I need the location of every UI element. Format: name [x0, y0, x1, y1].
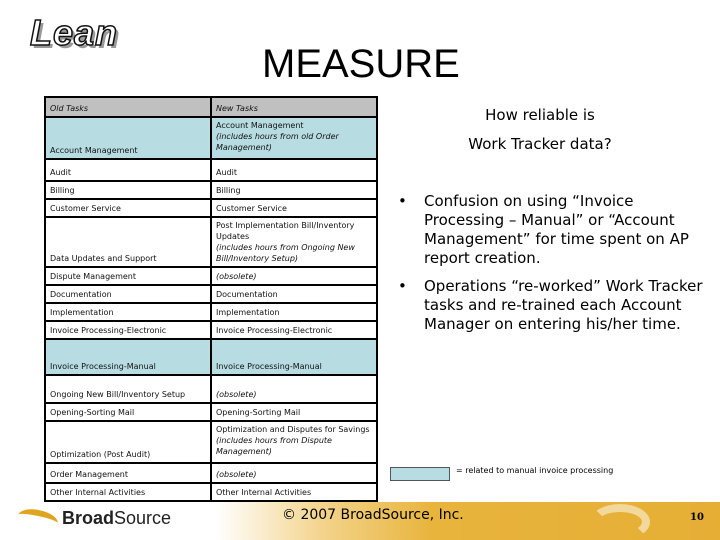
new-task-label: (obsolete)	[216, 390, 257, 399]
old-task-cell: Ongoing New Bill/Inventory Setup	[45, 375, 211, 403]
question-line-1: How reliable is	[485, 106, 595, 124]
new-task-cell	[211, 181, 377, 199]
table-row	[45, 483, 377, 501]
lean-logo: Lean	[30, 12, 119, 53]
table-row	[45, 217, 377, 267]
new-task-label: Opening-Sorting Mail	[216, 408, 301, 417]
new-task-label: (obsolete)	[216, 272, 257, 281]
new-task-cell	[211, 303, 377, 321]
table-row	[45, 403, 377, 421]
new-task-label: Invoice Processing-Electronic	[216, 326, 333, 335]
old-task-cell: Customer Service	[45, 199, 211, 217]
new-task-label: Account Management	[216, 121, 304, 130]
swoosh-icon	[17, 506, 60, 532]
task-mapping-table	[44, 96, 378, 502]
old-task-cell: Invoice Processing-Manual	[45, 339, 211, 375]
new-task-cell	[211, 199, 377, 217]
new-task-cell	[211, 285, 377, 303]
copyright: © 2007 BroadSource, Inc.	[282, 507, 464, 523]
new-task-label: Documentation	[216, 290, 278, 299]
question-line-2: Work Tracker data?	[468, 135, 612, 153]
new-task-label: Optimization and Disputes for Savings	[216, 425, 370, 434]
table-row	[45, 285, 377, 303]
table-row	[45, 339, 377, 375]
old-task-cell: Opening-Sorting Mail	[45, 403, 211, 421]
table-row	[45, 375, 377, 403]
new-task-cell	[211, 483, 377, 501]
new-task-cell	[211, 117, 377, 159]
old-task-cell: Invoice Processing-Electronic	[45, 321, 211, 339]
old-task-cell: Audit	[45, 159, 211, 181]
new-task-cell	[211, 375, 377, 403]
new-task-cell	[211, 217, 377, 267]
table-row	[45, 321, 377, 339]
new-task-note: (includes hours from Dispute Management)	[216, 436, 332, 456]
bullet-item: • Operations “re-worked” Work Tracker tasks and re-trained each Account Manager on entering his/her time.	[396, 277, 706, 334]
old-task-cell: Other Internal Activities	[45, 483, 211, 501]
old-task-cell: Optimization (Post Audit)	[45, 421, 211, 463]
legend-swatch	[390, 467, 450, 481]
new-task-label: Post Implementation Bill/Inventory Updates	[216, 221, 355, 241]
table-header-row	[45, 97, 377, 117]
header-new-tasks: New Tasks	[211, 97, 377, 117]
old-task-cell: Dispute Management	[45, 267, 211, 285]
table-row	[45, 181, 377, 199]
new-task-cell	[211, 339, 377, 375]
slide-title: MEASURE	[262, 42, 460, 86]
old-task-cell: Order Management	[45, 463, 211, 483]
new-task-cell	[211, 159, 377, 181]
new-task-label: Billing	[216, 186, 241, 195]
new-task-cell	[211, 421, 377, 463]
header-old-tasks: Old Tasks	[45, 97, 211, 117]
new-task-label: Customer Service	[216, 204, 287, 213]
new-task-label: (obsolete)	[216, 470, 257, 479]
new-task-label: Audit	[216, 168, 237, 177]
bullet-list	[396, 192, 706, 343]
new-task-note: (includes hours from old Order Management)	[216, 132, 339, 152]
new-task-label: Invoice Processing-Manual	[216, 362, 322, 371]
old-task-cell: Documentation	[45, 285, 211, 303]
legend-text: = related to manual invoice processing	[456, 466, 614, 475]
brand-bold: Broad	[62, 508, 115, 528]
page-number: 10	[690, 512, 704, 523]
swirl-decoration-icon	[590, 504, 650, 540]
brand-rest: Source	[114, 508, 172, 528]
old-task-cell: Implementation	[45, 303, 211, 321]
broadsource-logo	[18, 508, 171, 529]
old-task-cell: Billing	[45, 181, 211, 199]
table-row	[45, 199, 377, 217]
table-row	[45, 421, 377, 463]
bullet-item: • Confusion on using “Invoice Processing – Manual” or “Account Management” for time spent on AP report creation.	[396, 192, 706, 268]
table-row	[45, 303, 377, 321]
new-task-cell	[211, 403, 377, 421]
new-task-cell	[211, 321, 377, 339]
table-row	[45, 463, 377, 483]
old-task-cell: Data Updates and Support	[45, 217, 211, 267]
old-task-cell: Account Management	[45, 117, 211, 159]
new-task-label: Implementation	[216, 308, 280, 317]
table-row	[45, 117, 377, 159]
new-task-label: Other Internal Activities	[216, 488, 312, 497]
new-task-cell	[211, 267, 377, 285]
table-row	[45, 159, 377, 181]
new-task-note: (includes hours from Ongoing New Bill/Inventory Setup)	[216, 243, 355, 263]
new-task-cell	[211, 463, 377, 483]
table-row	[45, 267, 377, 285]
